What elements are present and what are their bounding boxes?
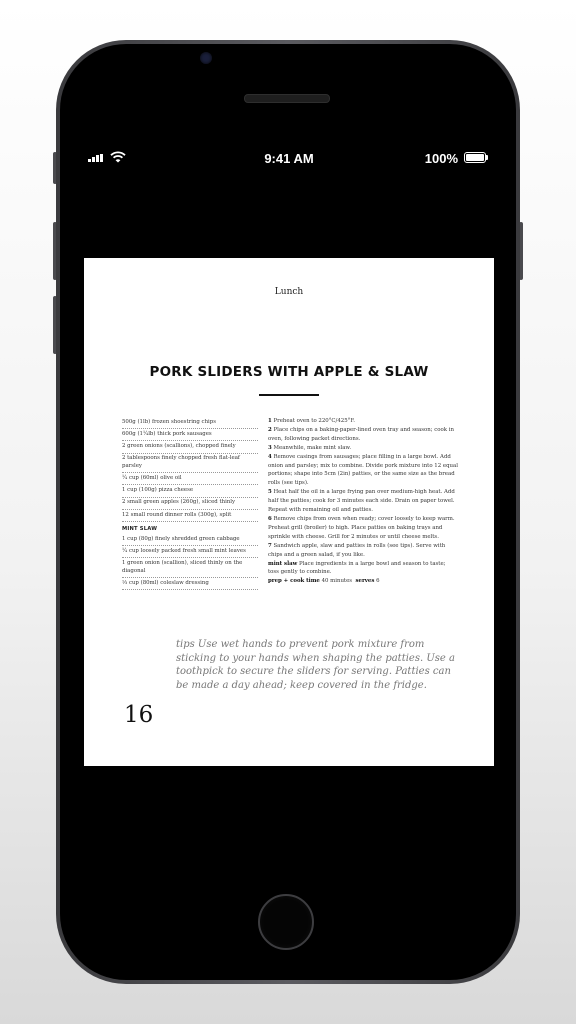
slaw-ingredient-item: ⅓ cup (80ml) coleslaw dressing bbox=[122, 578, 258, 590]
battery-full-icon bbox=[464, 152, 488, 163]
earpiece-speaker bbox=[244, 94, 330, 103]
status-bar bbox=[84, 148, 494, 168]
ingredients-list bbox=[122, 417, 258, 590]
battery-percentage: 100% bbox=[424, 151, 458, 166]
prep-value: 40 minutes bbox=[321, 578, 353, 585]
prep-serves-line bbox=[268, 577, 458, 586]
slaw-ingredient-item: 1 cup (80g) finely shredded green cabbage bbox=[122, 534, 258, 546]
slaw-ingredient-item: ¼ cup loosely packed fresh small mint leaves bbox=[122, 546, 258, 558]
method-step: 4 Remove casings from sausages; place filling in a large bowl. Add onion and parsley; mix to combine. Divide pork mixture into 12 equal portions; shape into 5cm (2in) patties, or the same size as the bread rolls (see tips). bbox=[268, 453, 458, 487]
slaw-ingredient-item: 1 green onion (scallion), sliced thinly on the diagonal bbox=[122, 558, 258, 578]
home-button[interactable] bbox=[258, 894, 314, 950]
mint-slaw-method: mint slaw Place ingredients in a large bowl and season to taste; toss gently to combine. bbox=[268, 560, 446, 576]
ingredient-item: 2 tablespoons finely chopped fresh flat-leaf parsley bbox=[122, 454, 258, 474]
prep-label: prep + cook time bbox=[268, 578, 320, 585]
recipe-title: PORK SLIDERS WITH APPLE & SLAW bbox=[149, 364, 429, 380]
serves-label: serves bbox=[355, 578, 375, 585]
method-step: 1 Preheat oven to 220°C/425°F. bbox=[268, 418, 355, 424]
ingredient-item: 12 small round dinner rolls (300g), split bbox=[122, 510, 258, 522]
ingredient-item: ¼ cup (60ml) olive oil bbox=[122, 473, 258, 485]
ingredient-item: 1 cup (100g) pizza cheese bbox=[122, 485, 258, 497]
page-number: 16 bbox=[124, 702, 154, 728]
ingredient-item: 2 small green apples (260g), sliced thinly bbox=[122, 498, 258, 510]
title-divider bbox=[259, 394, 319, 396]
section-label: Lunch bbox=[274, 287, 304, 297]
method-step: 2 Place chips on a baking-paper-lined oven tray and season; cook in oven, following packet directions. bbox=[268, 426, 454, 442]
method-step: 5 Heat half the oil in a large frying pan over medium-high heat. Add half the patties; cook for 3 minutes each side. Drain on paper towel. Repeat with remaining oil and patties. bbox=[268, 489, 455, 514]
recipe-page[interactable] bbox=[84, 258, 494, 766]
tips-text: tips Use wet hands to prevent pork mixture from sticking to your hands when shaping the patties. Use a toothpick to secure the sliders for serving. Patties can be made a day ahead; keep covered in the fridge. bbox=[176, 639, 455, 692]
ingredient-item: 600g (1¼lb) thick pork sausages bbox=[122, 429, 258, 441]
method-step: 6 Remove chips from oven when ready; cover loosely to keep warm. Preheat grill (broiler) to high. Place patties on baking trays and sprinkle with cheese. Grill for 2 minutes or until cheese melts. bbox=[268, 515, 455, 540]
method-steps bbox=[268, 417, 458, 586]
ingredient-item: 500g (1lb) frozen shoestring chips bbox=[122, 417, 258, 429]
front-camera bbox=[200, 52, 212, 64]
serves-value: 6 bbox=[376, 578, 380, 585]
status-time: 9:41 AM bbox=[264, 151, 314, 166]
screen bbox=[84, 148, 494, 876]
method-step: 3 Meanwhile, make mint slaw. bbox=[268, 444, 352, 451]
method-step: 7 Sandwich apple, slaw and patties in rolls (see tips). Serve with chips and a green salad, if you like. bbox=[268, 542, 446, 558]
mint-slaw-heading: MINT SLAW bbox=[122, 526, 158, 533]
ingredient-item: 2 green onions (scallions), chopped finely bbox=[122, 441, 258, 453]
